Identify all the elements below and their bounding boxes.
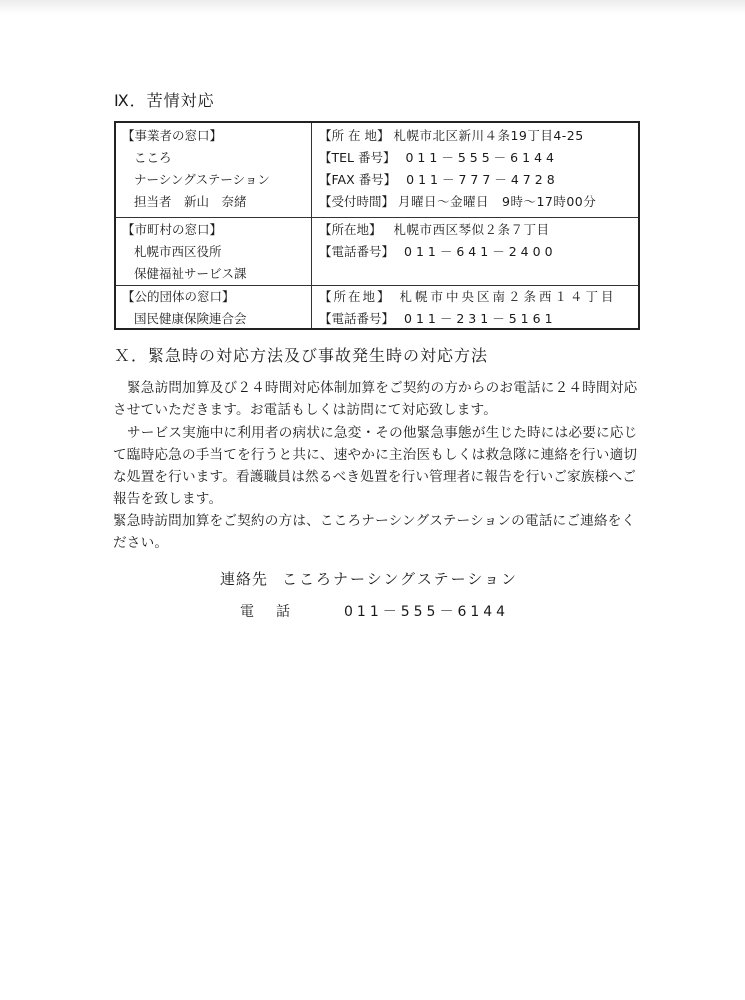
provider-tel-row: [319, 147, 558, 169]
provider-hours-row: [319, 191, 596, 213]
contact-phone-line: [240, 601, 509, 621]
municipal-address-row: [319, 219, 550, 241]
emergency-paragraph-1: [113, 377, 645, 421]
contact-phone-label: 電話: [240, 604, 312, 620]
municipal-address-key: 【所在地】: [319, 222, 382, 237]
provider-name-line-1: こころ: [134, 150, 172, 165]
provider-address-key: 【所 在 地】: [319, 128, 390, 143]
provider-tel-key: 【TEL 番号】: [319, 150, 396, 165]
public-body-phone-row: [319, 308, 557, 330]
public-body-phone-key: 【電話番号】: [319, 311, 395, 326]
provider-hours-key: 【受付時間】: [319, 194, 395, 209]
municipal-address-value: 札幌市西区琴似２条７丁目: [393, 222, 550, 237]
contact-line: [220, 568, 518, 589]
emergency-paragraph-1-text: 緊急訪問加算及び２４時間対応体制加算をご契約の方からのお電話に２４時間対応させていただきます。お電話もしくは訪問にて対応致します。: [113, 380, 638, 418]
provider-name-line-2: ナーシングステーション: [134, 172, 270, 187]
provider-tel-value: 011－555－6144: [405, 150, 558, 165]
public-body-phone-value: 011－231－5161: [404, 311, 557, 326]
contact-name: こころナーシングステーション: [282, 570, 518, 588]
municipal-office-name: 札幌市西区役所: [134, 244, 222, 259]
provider-address-value: 札幌市北区新川４条19丁目4-25: [393, 128, 584, 143]
provider-fax-row: [319, 169, 559, 191]
table-column-divider: [311, 123, 312, 328]
table-row-divider: [116, 217, 638, 218]
emergency-paragraph-2: [113, 422, 645, 510]
provider-fax-key: 【FAX 番号】: [319, 172, 397, 187]
provider-window-label: 【事業者の窓口】: [122, 128, 223, 143]
scan-edge-shadow: [0, 0, 745, 14]
municipal-window-label: 【市町村の窓口】: [122, 222, 223, 237]
municipal-division-name: 保健福祉サービス課: [134, 266, 247, 281]
provider-address-row: [319, 125, 584, 147]
complaint-contact-table: [114, 121, 640, 330]
emergency-paragraph-3: 緊急時訪問加算をご契約の方は、こころナーシングステーションの電話にご連絡をください。: [113, 513, 636, 551]
provider-fax-value: 011－777－4728: [406, 172, 559, 187]
section-9-title: Ⅸ．苦情対応: [114, 91, 215, 110]
provider-hours-value: 月曜日～金曜日 9時～17時00分: [398, 194, 597, 209]
contact-phone-number: 011－555－6144: [344, 604, 510, 620]
section-10-title: Ｘ．緊急時の対応方法及び事故発生時の対応方法: [114, 346, 489, 365]
contact-label: 連絡先: [220, 570, 269, 588]
emergency-paragraph-2-text: サービス実施中に利用者の病状に急変・その他緊急事態が生じた時には必要に応じて臨時応急の手当てを行うと共に、速やかに主治医もしくは救急隊に連絡を行い適切な処置を行います。看護職員は然るべき処置を行い管理者に報告を行いご家族様へご報告を致します。: [113, 425, 638, 507]
provider-staff-in-charge: 担当者 新山 奈緒: [134, 194, 247, 209]
municipal-phone-row: [319, 241, 557, 263]
public-body-address-value: 札幌市中央区南２条西１４丁目: [399, 289, 617, 304]
public-body-address-key: 【所在地】: [319, 289, 392, 304]
public-body-address-row: [319, 286, 617, 308]
public-body-window-label: 【公的団体の窓口】: [122, 289, 235, 304]
municipal-phone-value: 011－641－2400: [404, 244, 557, 259]
municipal-phone-key: 【電話番号】: [319, 244, 395, 259]
public-body-name: 国民健康保険連合会: [134, 311, 247, 326]
